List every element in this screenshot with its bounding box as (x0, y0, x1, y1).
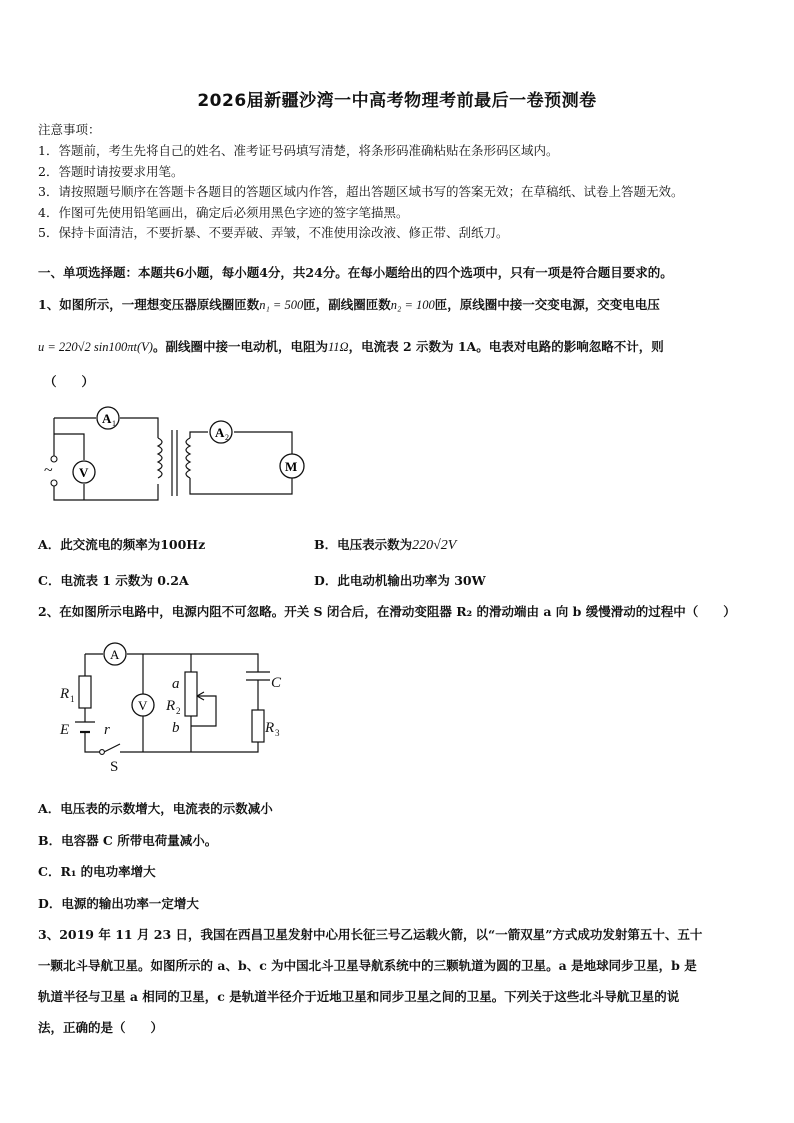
m-label: M (285, 459, 298, 474)
q2-r-label: r (104, 722, 110, 738)
q2-stem: 2、在如图所示电路中，电源内阻不可忽略。开关 S 闭合后，在滑动变阻器 R₂ 的滑动端由 a 向 b 缓慢滑动的过程中（ ） (38, 604, 736, 619)
motor-icon (280, 454, 304, 478)
a2-sub: 2 (225, 433, 229, 442)
notice-heading: 注意事项： (38, 122, 101, 137)
notice-item: 3．请按照题号顺序在答题卡各题目的答题区域内作答，超出答题区域书写的答案无效；在草稿纸、试卷上答题无效。 (38, 184, 684, 199)
q1-n2: n₂ = 100 (390, 298, 435, 312)
r1-resistor-icon (79, 676, 91, 708)
q2-circuit (58, 640, 288, 775)
r3-resistor-icon (252, 710, 264, 742)
q1-option-b-text: B．电压表示数为 (314, 537, 413, 552)
a1-sub: 1 (112, 419, 116, 428)
q1-option-a: A．此交流电的频率为100Hz (38, 537, 206, 552)
q2-a-label: a (172, 676, 180, 692)
q2-option-c: C．R₁ 的电功率增大 (38, 864, 156, 879)
q2-voltmeter-label: V (138, 698, 148, 713)
q2-option-d: D．电源的输出功率一定增大 (38, 896, 199, 911)
q1-option-c: C．电流表 1 示数为 0.2A (38, 573, 189, 588)
q3-stem-line3: 轨道半径与卫星 a 相同的卫星，c 是轨道半径介于近地卫星和同步卫星之间的卫星。下列关于这些北斗导航卫星的说 (38, 989, 680, 1004)
v-label: V (79, 465, 89, 480)
notice-item: 1．答题前，考生先将自己的姓名、准考证号码填写清楚，将条形码准确粘贴在条形码区域内。 (38, 143, 559, 158)
page-title: 2026届新疆沙湾一中高考物理考前最后一卷预测卷 (197, 91, 597, 111)
notice-item: 2．答题时请按要求用笔。 (38, 164, 184, 179)
q1-option-b-value: 220√2V (412, 538, 457, 553)
a1-label: A (102, 411, 112, 426)
q2-r3-sub: 3 (275, 728, 280, 738)
q1-option-b (314, 536, 456, 555)
q1-stem-line2 (38, 338, 664, 356)
q3-stem-line2: 一颗北斗导航卫星。如图所示的 a、b、c 为中国北斗卫星导航系统中的三颗轨道为圆的卫星。a 是地球同步卫星，b 是 (38, 958, 697, 973)
q1-stem-line1 (38, 296, 660, 314)
q3-stem-line4: 法，正确的是（ ） (38, 1020, 164, 1035)
q1-text: 匝，原线圈中接一交变电源，交变电电压 (434, 297, 660, 312)
q3-stem-line1: 3、2019 年 11 月 23 日，我国在西昌卫星发射中心用长征三号乙运载火箭，以“一箭双星”方式成功发射第五十、五十 (38, 927, 703, 942)
q2-r1-label: R (60, 686, 70, 702)
notice-item: 5．保持卡面清洁，不要折暴、不要弄破、弄皱，不准使用涂改液、修正带、刮纸刀。 (38, 225, 509, 240)
q2-r1-sub: 1 (70, 694, 75, 704)
ammeter-icon (104, 643, 126, 665)
q1-text: 匝，副线圈匝数 (303, 297, 391, 312)
q1-transformer-circuit (38, 408, 298, 508)
q1-option-d: D．此电动机输出功率为 30W (314, 573, 486, 588)
q1-source-label: ~ (44, 462, 53, 479)
q2-e-label: E (60, 722, 70, 738)
q1-text: ，电流表 2 示数为 1A。电表对电路的影响忽略不计，则 (348, 339, 664, 354)
q2-option-b: B．电容器 C 所带电荷量减小。 (38, 833, 218, 848)
q2-ammeter-label: A (110, 647, 120, 662)
voltmeter-icon (132, 694, 154, 716)
ammeter-a1-icon (97, 407, 119, 429)
ac-source-icon (44, 456, 57, 486)
q1-text: 。副线圈中接一电动机，电阻为 (152, 339, 328, 354)
q2-option-a: A．电压表的示数增大，电流表的示数减小 (38, 801, 273, 816)
ammeter-a2-icon (210, 421, 232, 443)
notice-item: 4．作图可先使用铅笔画出，确定后必须用黑色字迹的签字笔描黑。 (38, 205, 409, 220)
q2-b-label: b (172, 720, 180, 736)
q1-n1: n₁ = 500 (259, 298, 304, 312)
r2-rheostat-icon (185, 672, 197, 716)
q2-c-label: C (271, 675, 282, 691)
q1-formula: u = 220√2 sin100πt(V) (38, 340, 153, 354)
q1-resistance: 11Ω (327, 340, 349, 354)
voltmeter-icon (73, 461, 95, 483)
q1-text: 1、如图所示，一理想变压器原线圈匝数 (38, 297, 260, 312)
q2-s-label: S (110, 759, 119, 775)
section-heading: 一、单项选择题：本题共6小题，每小题4分，共24分。在每小题给出的四个选项中，只有一项是符合题目要求的。 (38, 265, 673, 280)
q2-r2-label: R (166, 698, 176, 714)
q1-answer-bracket: （ ） (44, 374, 95, 389)
switch-terminal-icon (100, 750, 105, 755)
a2-label: A (215, 425, 225, 440)
q2-r3-label: R (265, 720, 275, 736)
q2-r2-sub: 2 (176, 706, 181, 716)
